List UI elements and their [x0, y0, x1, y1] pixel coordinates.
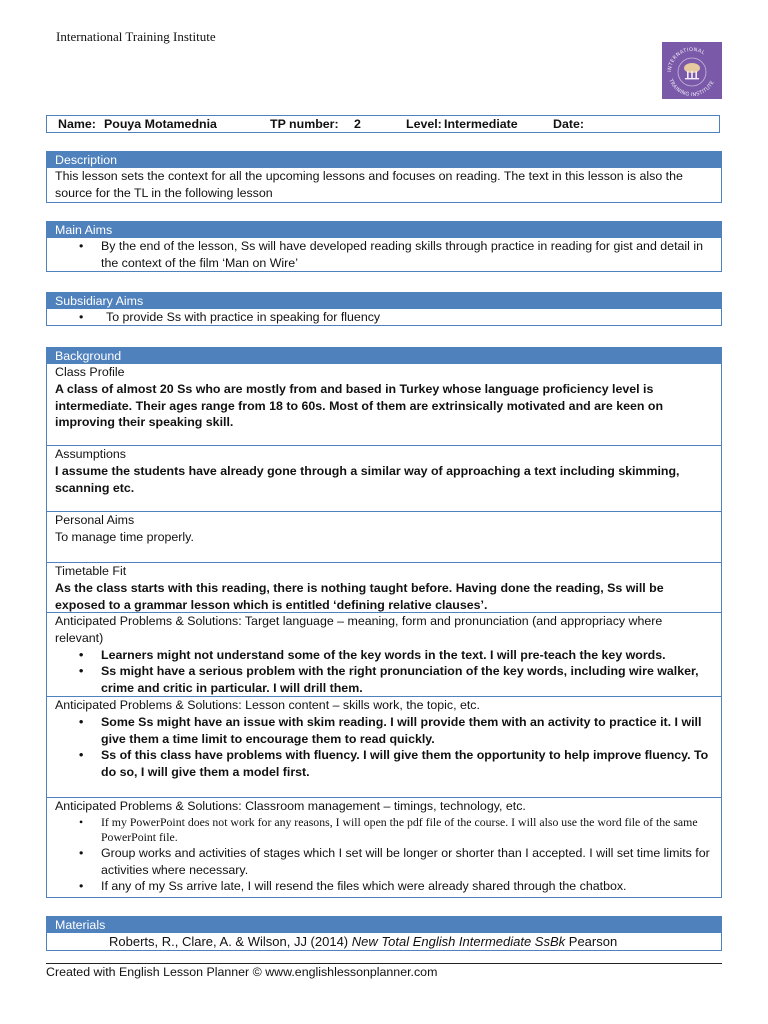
- class-profile-heading: Class Profile: [55, 365, 125, 379]
- footer-credit: Created with English Lesson Planner © www.englishlessonplanner.com: [46, 965, 438, 979]
- classroom-management-item: • If any of my Ss arrive late, I will resend the files which were already shared through the chatbox.: [101, 878, 713, 895]
- target-language-item: • Ss might have a serious problem with the right pronunciation of the key words, including wire walker, crime and critic in particular. I will drill them.: [101, 663, 713, 697]
- citation-authors: Roberts, R., Clare, A. & Wilson, JJ (2014): [109, 934, 352, 949]
- timetable-fit-block: [47, 563, 721, 613]
- institute-logo: [662, 42, 722, 99]
- svg-text:TRAINING INSTITUTE: [667, 77, 716, 98]
- assumptions-block: [47, 446, 721, 512]
- institute-name: International Training Institute: [56, 29, 216, 44]
- target-language-block: [47, 613, 721, 697]
- main-aim-item: • By the end of the lesson, Ss will have developed reading skills through practice in reading for gist and detail in the context of the film ‘Man on Wire’: [101, 238, 713, 272]
- subsidiary-aim-item: • To provide Ss with practice in speaking for fluency: [101, 309, 713, 326]
- lesson-content-block: [47, 697, 721, 798]
- materials-citation: [46, 933, 722, 951]
- footer-divider: [46, 963, 722, 964]
- citation-title: New Total English Intermediate SsBk: [351, 934, 566, 949]
- materials-title: Materials: [46, 916, 722, 933]
- lesson-content-item: • Some Ss might have an issue with skim reading. I will provide them with an activity to practice it. I will give them a time limit to encourage them to read quickly.: [101, 714, 713, 748]
- date-label: Date:: [553, 117, 584, 131]
- assumptions-heading: Assumptions: [55, 447, 126, 461]
- background-section: [46, 347, 722, 898]
- name-value: Pouya Motamednia: [104, 117, 217, 131]
- class-profile-text: A class of almost 20 Ss who are mostly from and based in Turkey whose language proficiency level is intermediate. Their ages range from 18 to 60s. Most of them are extrinsically motivated and are keen on improving their speaking skill.: [55, 381, 664, 430]
- level-value: Intermediate: [444, 117, 518, 131]
- classroom-management-item: • If my PowerPoint does not work for any reasons, I will open the pdf file of the course. I will also use the word file of the same PowerPoint file.: [101, 815, 713, 845]
- name-label: Name:: [58, 117, 96, 131]
- level-label: Level:: [406, 117, 442, 131]
- lesson-content-heading: Anticipated Problems & Solutions: Lesson content – skills work, the topic, etc.: [55, 698, 480, 712]
- target-language-heading: Anticipated Problems & Solutions: Target language – meaning, form and pronunciation (and appropriacy where relevant): [55, 614, 663, 645]
- target-language-item: • Learners might not understand some of the key words in the text. I will pre-teach the key words.: [101, 647, 713, 664]
- timetable-fit-text: As the class starts with this reading, there is nothing taught before. Having done the reading, Ss will be exposed to a grammar lesson which is entitled ‘defining relative clauses’.: [55, 580, 664, 612]
- logo-arc-top: INTERNATIONAL: [666, 46, 706, 73]
- personal-aims-block: [47, 512, 721, 563]
- citation-publisher: Pearson: [565, 934, 618, 949]
- main-aims-title: Main Aims: [46, 221, 722, 238]
- personal-aims-text: To manage time properly.: [55, 529, 194, 544]
- main-aims-section: [46, 221, 722, 272]
- tree-icon: [684, 63, 700, 79]
- class-profile-block: [47, 364, 721, 446]
- lesson-content-item: • Ss of this class have problems with fluency. I will give them the opportunity to help improve fluency. To do so, I will give them a model first.: [101, 747, 713, 781]
- classroom-management-heading: Anticipated Problems & Solutions: Classroom management – timings, technology, etc.: [55, 799, 526, 813]
- personal-aims-heading: Personal Aims: [55, 513, 135, 527]
- classroom-management-item: • Group works and activities of stages which I set will be longer or shorter than I accepted. I will set time limits for activities where necessary.: [101, 845, 713, 879]
- lesson-header: [46, 115, 720, 133]
- description-section: [46, 151, 722, 203]
- logo-arc-bottom: TRAINING INSTITUTE: [667, 78, 716, 99]
- materials-section: [46, 916, 722, 951]
- tp-label: TP number:: [270, 117, 339, 131]
- classroom-management-block: [47, 798, 721, 897]
- subsidiary-aims-section: [46, 292, 722, 326]
- description-title: Description: [46, 151, 722, 168]
- background-title: Background: [46, 347, 722, 364]
- description-text: This lesson sets the context for all the upcoming lessons and focuses on reading. The text in this lesson is also the source for the TL in the following lesson: [46, 168, 722, 203]
- timetable-fit-heading: Timetable Fit: [55, 564, 127, 578]
- subsidiary-aims-title: Subsidiary Aims: [46, 292, 722, 309]
- tp-value: 2: [354, 117, 361, 131]
- assumptions-text: I assume the students have already gone through a similar way of approaching a text including skimming, scanning etc.: [55, 463, 680, 495]
